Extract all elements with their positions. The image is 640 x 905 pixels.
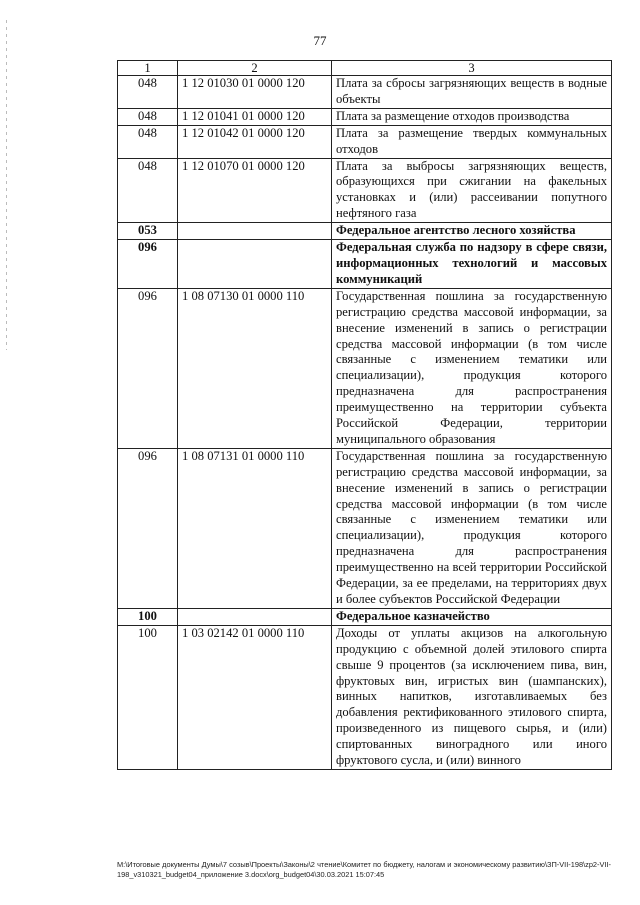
admin-code-cell: 048	[118, 76, 178, 109]
admin-code-cell: 048	[118, 158, 178, 223]
budget-code-cell: 1 08 07130 01 0000 110	[178, 288, 332, 448]
agency-row	[118, 240, 612, 289]
description-cell: Федеральное агентство лесного хозяйства	[332, 223, 612, 240]
admin-code-cell: 100	[118, 625, 178, 769]
scan-margin-mark	[6, 20, 7, 350]
admin-code-cell: 048	[118, 108, 178, 125]
page-number: 77	[313, 33, 327, 48]
admin-code-cell: 096	[118, 240, 178, 289]
description-cell: Плата за выбросы загрязняющих веществ, образующихся при сжигании на факельных установках и (или) рассеивании попутного нефтяного газа	[332, 158, 612, 223]
budget-code-cell: 1 08 07131 01 0000 110	[178, 448, 332, 608]
description-cell: Федеральное казначейство	[332, 608, 612, 625]
budget-code-cell	[178, 240, 332, 289]
table-row	[118, 288, 612, 448]
admin-code-cell: 096	[118, 288, 178, 448]
description-cell: Государственная пошлина за государственную регистрацию средства массовой информации, за внесение изменений в запись о регистрации средства массовой информации (в том числе связанные с изменением тематики или специализации), продукция которого предназначена для распространения преимущественно на всей территории Российской Федерации, за ее пределами, на территориях двух и более субъектов Российской Федерации	[332, 448, 612, 608]
admin-code-cell: 100	[118, 608, 178, 625]
agency-row	[118, 223, 612, 240]
budget-code-cell: 1 12 01030 01 0000 120	[178, 76, 332, 109]
budget-code-cell: 1 12 01070 01 0000 120	[178, 158, 332, 223]
budget-code-cell: 1 12 01042 01 0000 120	[178, 125, 332, 158]
table-header-row	[118, 61, 612, 76]
admin-code-cell: 096	[118, 448, 178, 608]
budget-revenue-table	[117, 60, 612, 770]
agency-row	[118, 608, 612, 625]
table-row	[118, 76, 612, 109]
description-cell: Плата за сбросы загрязняющих веществ в водные объекты	[332, 76, 612, 109]
table-row	[118, 125, 612, 158]
file-path-footer: M:\Итоговые документы Думы\7 созыв\Проекты\Законы\2 чтение\Комитет по бюджету, налогам и экономическому развитию\ЗП-VII-198\zp2-VII-198_v310321_budget04_приложение 3.docx\org_budget04\30.03.2021 15:07:45	[117, 860, 611, 879]
table-row	[118, 158, 612, 223]
budget-code-cell: 1 12 01041 01 0000 120	[178, 108, 332, 125]
description-cell: Плата за размещение твердых коммунальных отходов	[332, 125, 612, 158]
table-row	[118, 448, 612, 608]
header-col-2: 2	[178, 61, 332, 76]
table-row	[118, 625, 612, 769]
table-body	[118, 76, 612, 770]
description-cell: Плата за размещение отходов производства	[332, 108, 612, 125]
description-cell: Федеральная служба по надзору в сфере связи, информационных технологий и массовых коммуникаций	[332, 240, 612, 289]
budget-code-cell: 1 03 02142 01 0000 110	[178, 625, 332, 769]
header-col-3: 3	[332, 61, 612, 76]
admin-code-cell: 048	[118, 125, 178, 158]
admin-code-cell: 053	[118, 223, 178, 240]
budget-code-cell	[178, 608, 332, 625]
header-col-1: 1	[118, 61, 178, 76]
table-row	[118, 108, 612, 125]
description-cell: Доходы от уплаты акцизов на алкогольную продукцию с объемной долей этилового спирта свыше 9 процентов (за исключением пива, вин, фруктовых вин, игристых вин (шампанских), винных напитков, изготавливаемых без добавления ректификованного этилового спирта, произведенного из пищевого сырья, и (или) спиртованных виноградного или иного фруктового сусла, и (или) винного	[332, 625, 612, 769]
description-cell: Государственная пошлина за государственную регистрацию средства массовой информации, за внесение изменений в запись о регистрации средства массовой информации (в том числе связанные с изменением тематики или специализации), продукция которого предназначена для распространения преимущественно на территории субъекта Российской Федерации, территории муниципального образования	[332, 288, 612, 448]
budget-code-cell	[178, 223, 332, 240]
